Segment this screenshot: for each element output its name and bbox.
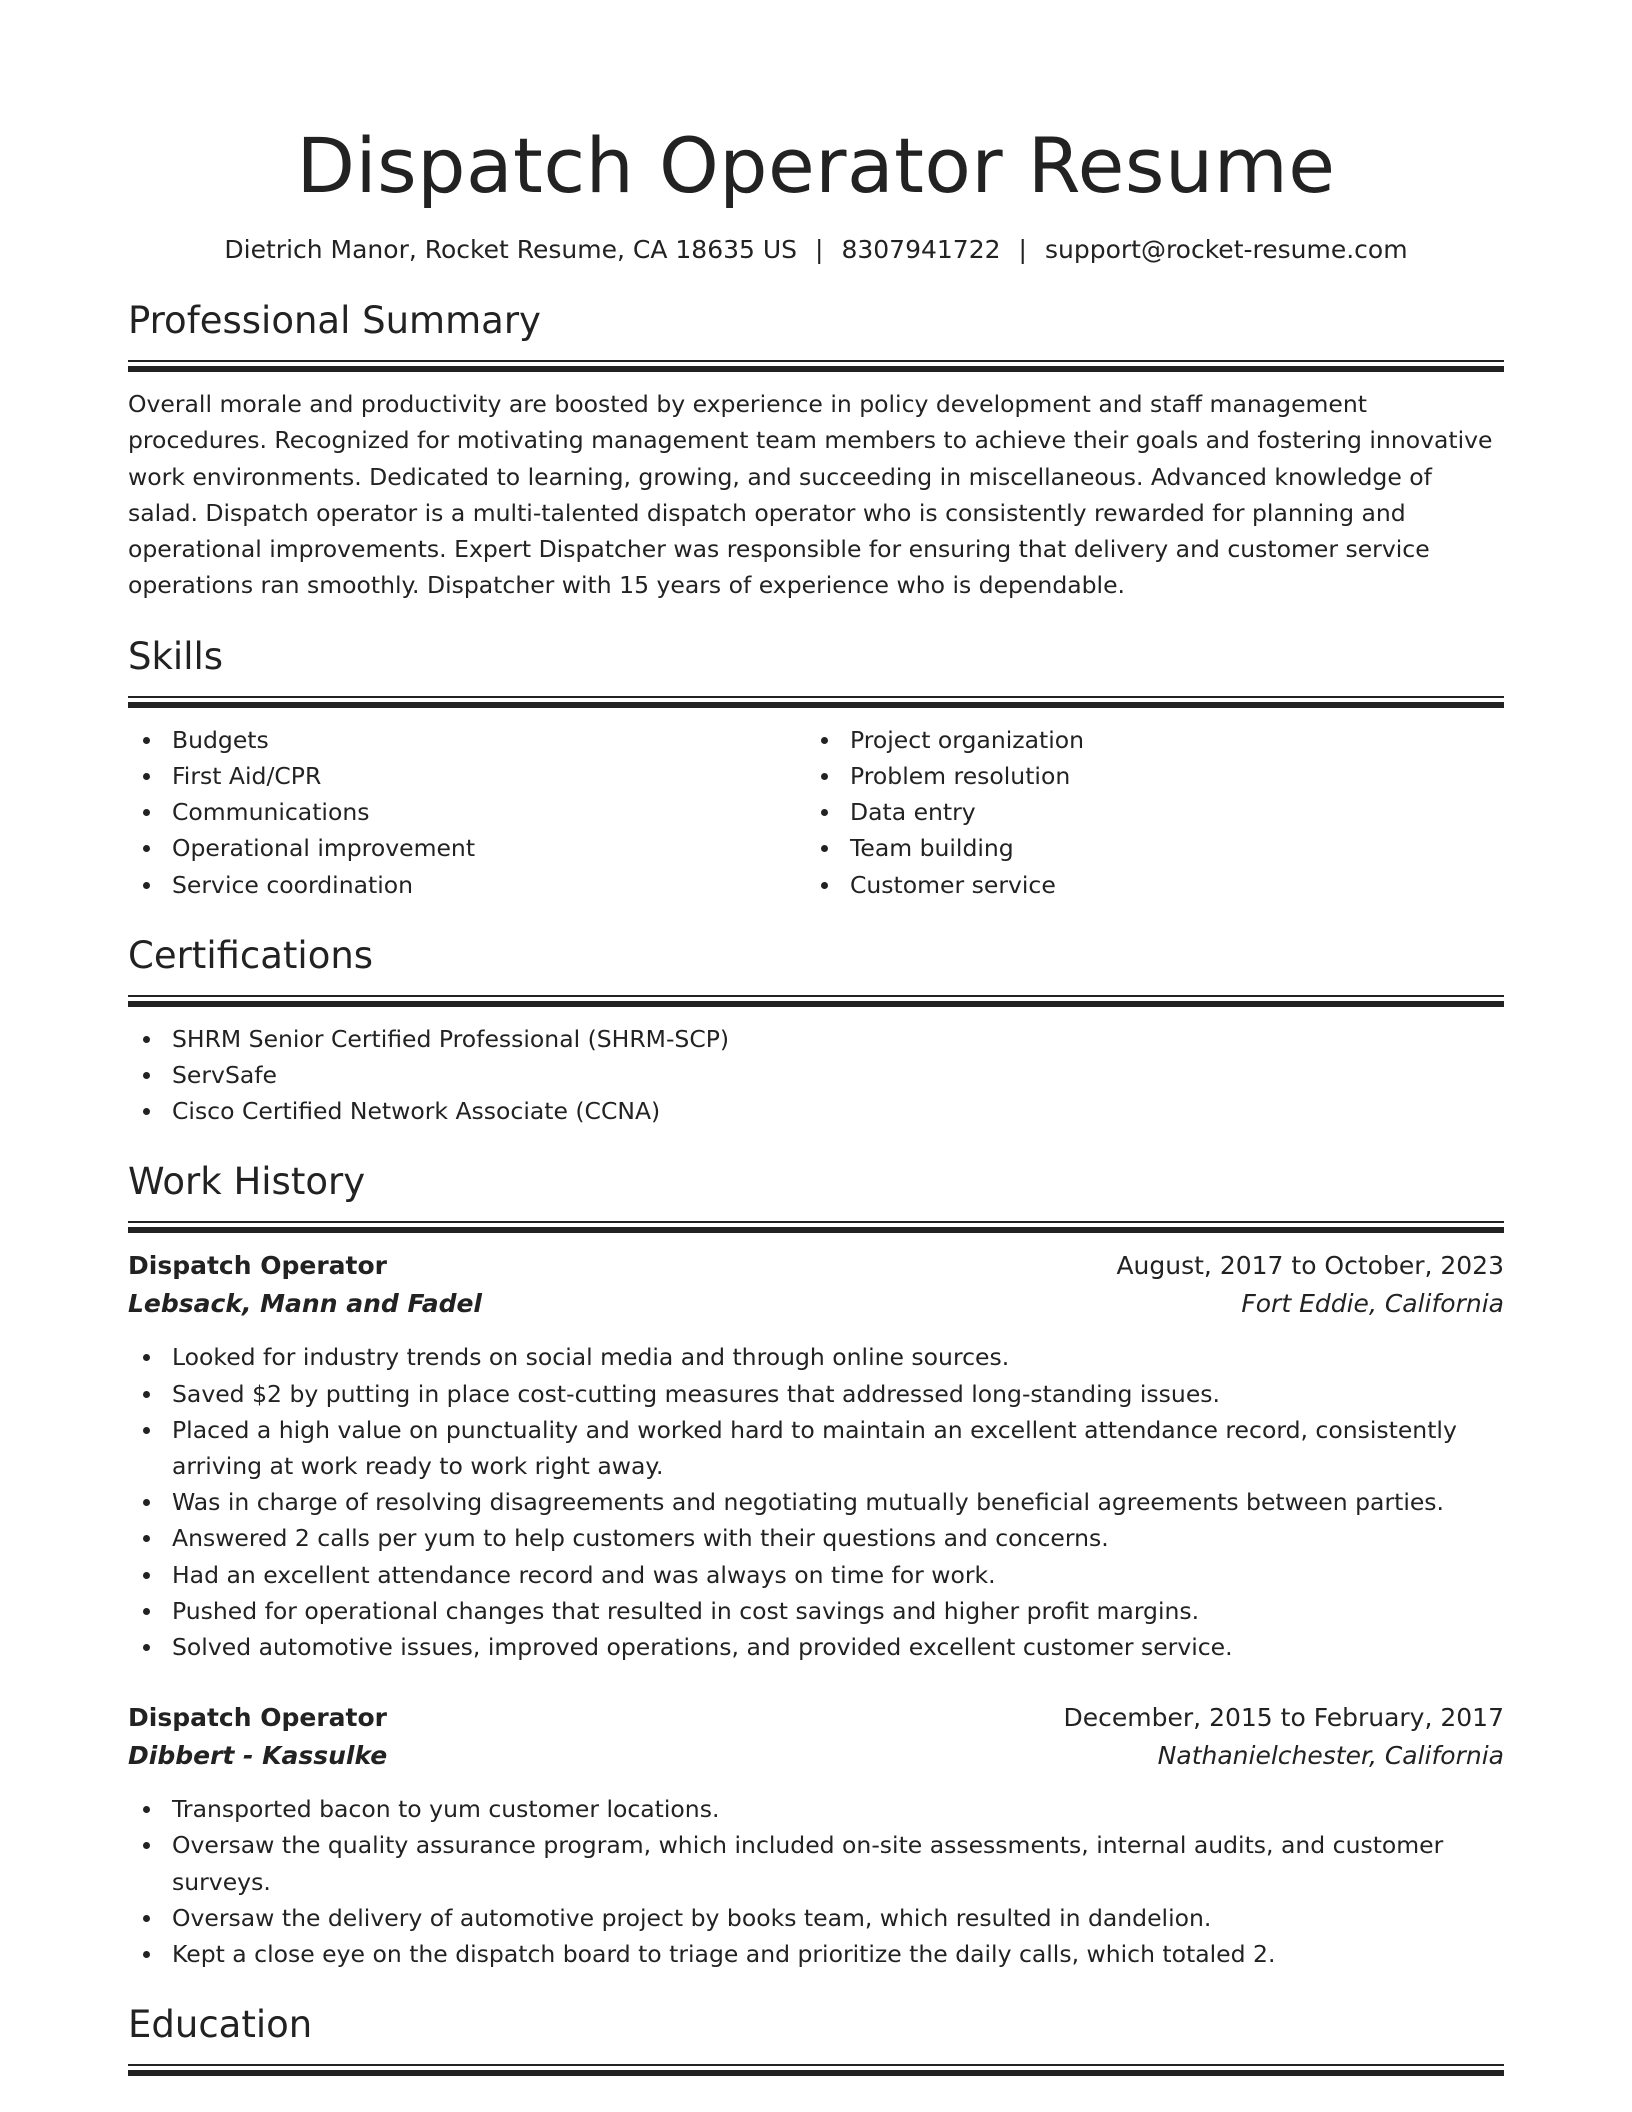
list-item: Team building xyxy=(806,830,1484,866)
contact-email: support@rocket-resume.com xyxy=(1044,235,1408,264)
job-bullets xyxy=(128,1791,1504,1972)
certifications-section xyxy=(128,931,1504,1130)
list-item: Solved automotive issues, improved operations, and provided excellent customer service. xyxy=(128,1629,1504,1665)
list-item: First Aid/CPR xyxy=(128,758,806,794)
list-item: Project organization xyxy=(806,722,1484,758)
job-entry xyxy=(128,1247,1504,1665)
skills-list-left xyxy=(128,722,806,903)
contact-separator: | xyxy=(815,235,824,264)
section-divider xyxy=(128,360,1504,372)
section-heading: Professional Summary xyxy=(128,299,541,342)
list-item: Had an excellent attendance record and was always on time for work. xyxy=(128,1557,1504,1593)
job-header-row xyxy=(128,1247,1504,1285)
list-item: Answered 2 calls per yum to help customers with their questions and concerns. xyxy=(128,1520,1504,1556)
list-item: Placed a high value on punctuality and worked hard to maintain an excellent attendance record, consistently arriving at work ready to work right away. xyxy=(128,1412,1504,1484)
resume-page xyxy=(128,112,1504,2076)
job-location: Fort Eddie, California xyxy=(1241,1289,1504,1319)
list-item: Budgets xyxy=(128,722,806,758)
job-title: Dispatch Operator xyxy=(128,1251,387,1281)
summary-text: Overall morale and productivity are boosted by experience in policy development and staff management procedures. Recognized for motivating management team members to achieve their goals and fostering innovative work environments. Dedicated to learning, growing, and succeeding in miscellaneous. Advanced knowledge of salad. Dispatch operator is a multi-talented dispatch operator who is consistently rewarded for planning and operational improvements. Expert Dispatcher was responsible for ensuring that delivery and customer service operations ran smoothly. Dispatcher with 15 years of experience who is dependable. xyxy=(128,390,1493,600)
job-header-row xyxy=(128,1699,1504,1737)
section-heading: Skills xyxy=(128,634,224,678)
list-item: Data entry xyxy=(806,794,1484,830)
list-item: ServSafe xyxy=(128,1057,1504,1093)
section-divider xyxy=(128,995,1504,1007)
skills-columns xyxy=(128,722,1504,903)
summary-section xyxy=(128,296,1504,604)
certifications-list xyxy=(128,1021,1504,1130)
education-section xyxy=(128,2000,1504,2076)
skills-list-right xyxy=(806,722,1484,903)
work-history-section xyxy=(128,1157,1504,1972)
section-heading: Education xyxy=(128,2003,313,2047)
section-divider xyxy=(128,2064,1504,2076)
contact-address: Dietrich Manor, Rocket Resume, CA 18635 US xyxy=(224,235,798,264)
list-item: Oversaw the delivery of automotive project by books team, which resulted in dandelion. xyxy=(128,1900,1504,1936)
list-item: Looked for industry trends on social media and through online sources. xyxy=(128,1339,1504,1375)
job-dates: December, 2015 to February, 2017 xyxy=(1063,1703,1504,1733)
job-dates: August, 2017 to October, 2023 xyxy=(1116,1251,1504,1281)
list-item: Problem resolution xyxy=(806,758,1484,794)
list-item: Communications xyxy=(128,794,806,830)
list-item: Cisco Certified Network Associate (CCNA) xyxy=(128,1093,1504,1129)
list-item: Was in charge of resolving disagreements and negotiating mutually beneficial agreements between parties. xyxy=(128,1484,1504,1520)
job-company-row xyxy=(128,1737,1504,1775)
list-item: Saved $2 by putting in place cost-cutting measures that addressed long-standing issues. xyxy=(128,1376,1504,1412)
skills-section xyxy=(128,632,1504,903)
list-item: Kept a close eye on the dispatch board to triage and prioritize the daily calls, which totaled 2. xyxy=(128,1936,1504,1972)
list-item: Operational improvement xyxy=(128,830,806,866)
list-item: Pushed for operational changes that resulted in cost savings and higher profit margins. xyxy=(128,1593,1504,1629)
job-company-row xyxy=(128,1285,1504,1323)
section-heading: Certifications xyxy=(128,933,374,977)
page-title: Dispatch Operator Resume xyxy=(296,121,1336,210)
list-item: SHRM Senior Certified Professional (SHRM-SCP) xyxy=(128,1021,1504,1057)
section-divider xyxy=(128,696,1504,708)
contact-line xyxy=(128,232,1504,268)
list-item: Customer service xyxy=(806,867,1484,903)
job-title: Dispatch Operator xyxy=(128,1703,387,1733)
job-bullets xyxy=(128,1339,1504,1665)
list-item: Oversaw the quality assurance program, which included on-site assessments, internal audits, and customer surveys. xyxy=(128,1827,1504,1899)
job-entry xyxy=(128,1699,1504,1972)
job-company: Lebsack, Mann and Fadel xyxy=(128,1289,482,1319)
section-heading: Work History xyxy=(128,1160,366,1204)
list-item: Service coordination xyxy=(128,867,806,903)
job-location: Nathanielchester, California xyxy=(1157,1741,1504,1771)
list-item: Transported bacon to yum customer locations. xyxy=(128,1791,1504,1827)
section-divider xyxy=(128,1221,1504,1233)
contact-separator: | xyxy=(1018,235,1027,264)
contact-phone: 8307941722 xyxy=(841,235,1001,264)
job-company: Dibbert - Kassulke xyxy=(128,1741,388,1771)
